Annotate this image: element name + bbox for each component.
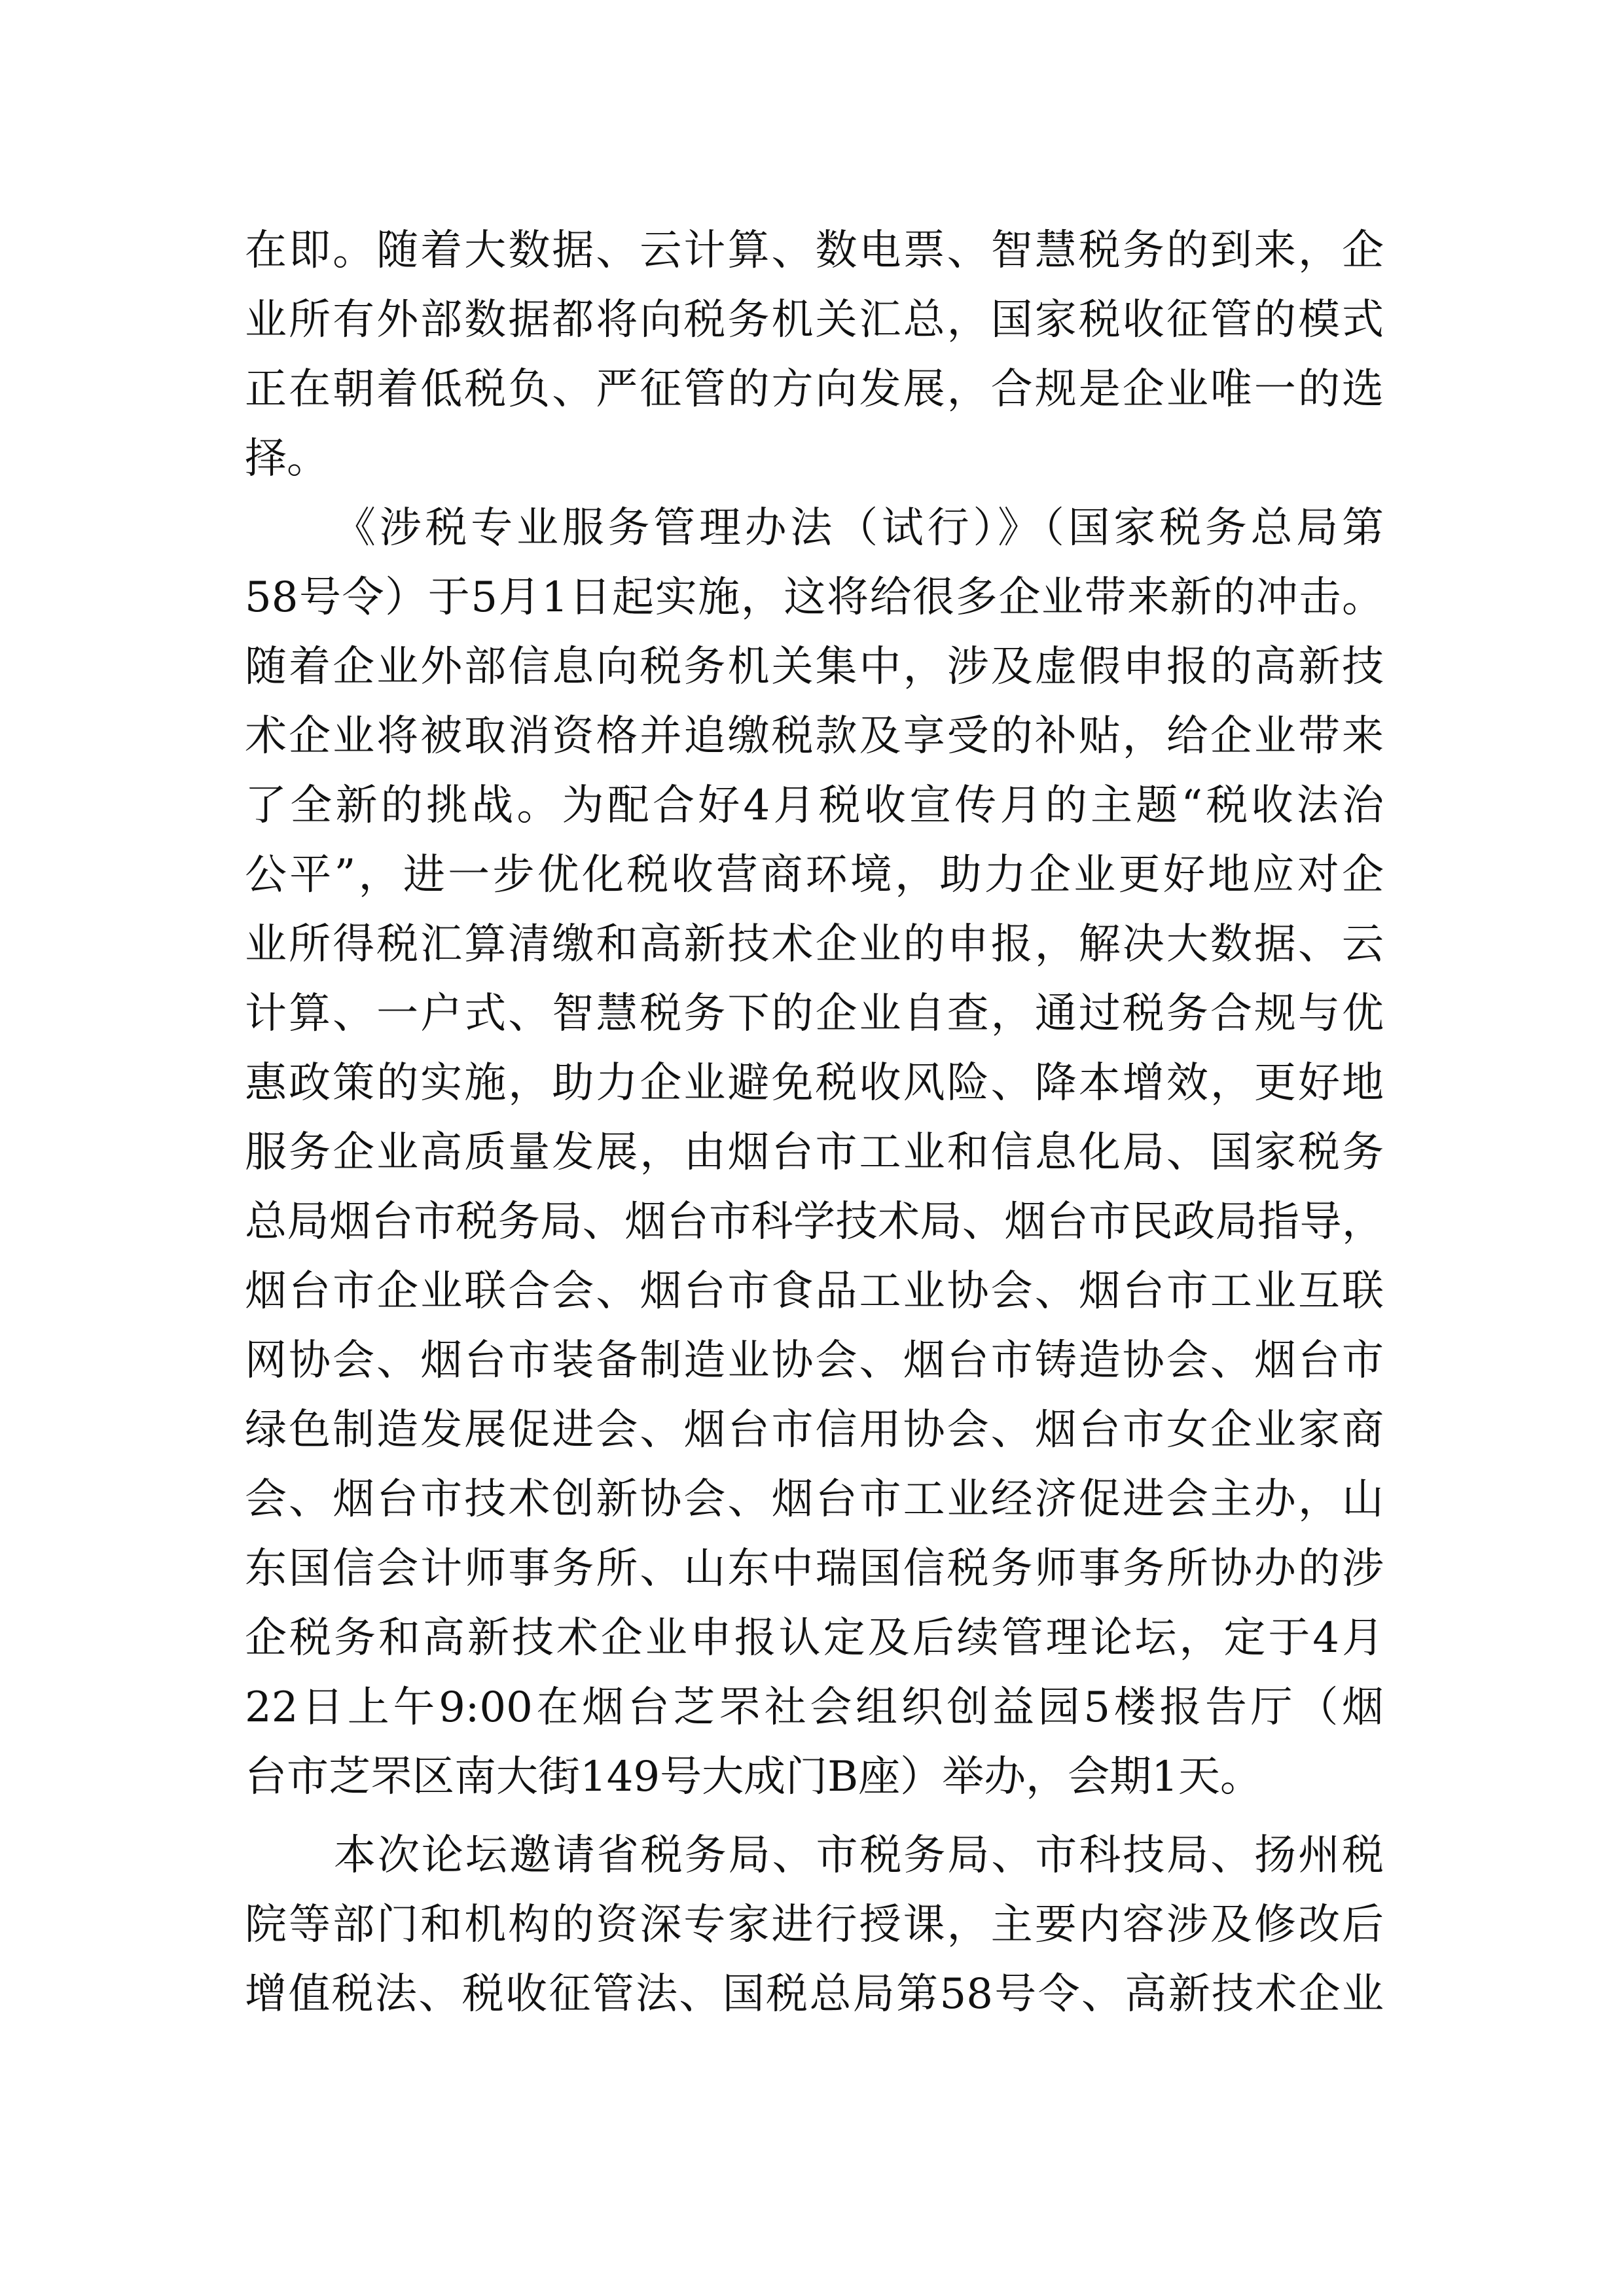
text-line: 绿色制造发展促进会、烟台市信用协会、烟台市女企业家商 bbox=[245, 1406, 1384, 1454]
text-line: 在即。随着大数据、云计算、数电票、智慧税务的到来，企 bbox=[245, 226, 1384, 275]
text-line: 院等部门和机构的资深专家进行授课，主要内容涉及修改后 bbox=[245, 1901, 1384, 1949]
text-line: 烟台市企业联合会、烟台市食品工业协会、烟台市工业互联 bbox=[245, 1267, 1384, 1316]
text-line: 台市芝罘区南大街149号大成门B座）举办，会期1天。 bbox=[245, 1753, 1262, 1801]
paragraph-3 bbox=[245, 1821, 1384, 2029]
text-line: 增值税法、税收征管法、国税总局第58号令、高新技术企业 bbox=[245, 1970, 1384, 2018]
paragraph-1 bbox=[245, 216, 1384, 493]
text-line: 《涉税专业服务管理办法（试行）》（国家税务总局第 bbox=[334, 504, 1384, 552]
text-line: 随着企业外部信息向税务机关集中，涉及虚假申报的高新技 bbox=[245, 643, 1384, 691]
text-line: 本次论坛邀请省税务局、市税务局、市科技局、扬州税 bbox=[334, 1831, 1384, 1880]
paragraph-2 bbox=[245, 493, 1384, 1812]
text-line: 58号令）于5月1日起实施，这将给很多企业带来新的冲击。 bbox=[245, 573, 1384, 622]
text-line: 术企业将被取消资格并追缴税款及享受的补贴，给企业带来 bbox=[245, 712, 1384, 761]
document-body bbox=[245, 216, 1384, 2029]
text-line: 公平”，进一步优化税收营商环境，助力企业更好地应对企 bbox=[245, 851, 1384, 899]
text-line: 企税务和高新技术企业申报认定及后续管理论坛，定于4月 bbox=[245, 1614, 1384, 1662]
text-line: 会、烟台市技术创新协会、烟台市工业经济促进会主办，山 bbox=[245, 1475, 1384, 1524]
text-line: 东国信会计师事务所、山东中瑞国信税务师事务所协办的涉 bbox=[245, 1545, 1384, 1593]
text-line: 正在朝着低税负、严征管的方向发展，合规是企业唯一的选 bbox=[245, 365, 1384, 414]
paragraph-spacer bbox=[245, 1812, 1384, 1821]
text-line: 22日上午9:00在烟台芝罘社会组织创益园5楼报告厅（烟 bbox=[245, 1683, 1384, 1732]
text-line: 惠政策的实施，助力企业避免税收风险、降本增效，更好地 bbox=[245, 1059, 1384, 1107]
text-line: 计算、一户式、智慧税务下的企业自查，通过税务合规与优 bbox=[245, 990, 1384, 1038]
text-line: 择。 bbox=[245, 435, 329, 483]
text-line: 业所得税汇算清缴和高新技术企业的申报，解决大数据、云 bbox=[245, 920, 1384, 969]
text-line: 总局烟台市税务局、烟台市科学技术局、烟台市民政局指导， bbox=[245, 1198, 1384, 1246]
text-line: 网协会、烟台市装备制造业协会、烟台市铸造协会、烟台市 bbox=[245, 1336, 1384, 1385]
text-line: 了全新的挑战。为配合好4月税收宣传月的主题“税收法治 bbox=[245, 781, 1384, 830]
text-line: 业所有外部数据都将向税务机关汇总，国家税收征管的模式 bbox=[245, 296, 1384, 344]
text-line: 服务企业高质量发展，由烟台市工业和信息化局、国家税务 bbox=[245, 1128, 1384, 1177]
